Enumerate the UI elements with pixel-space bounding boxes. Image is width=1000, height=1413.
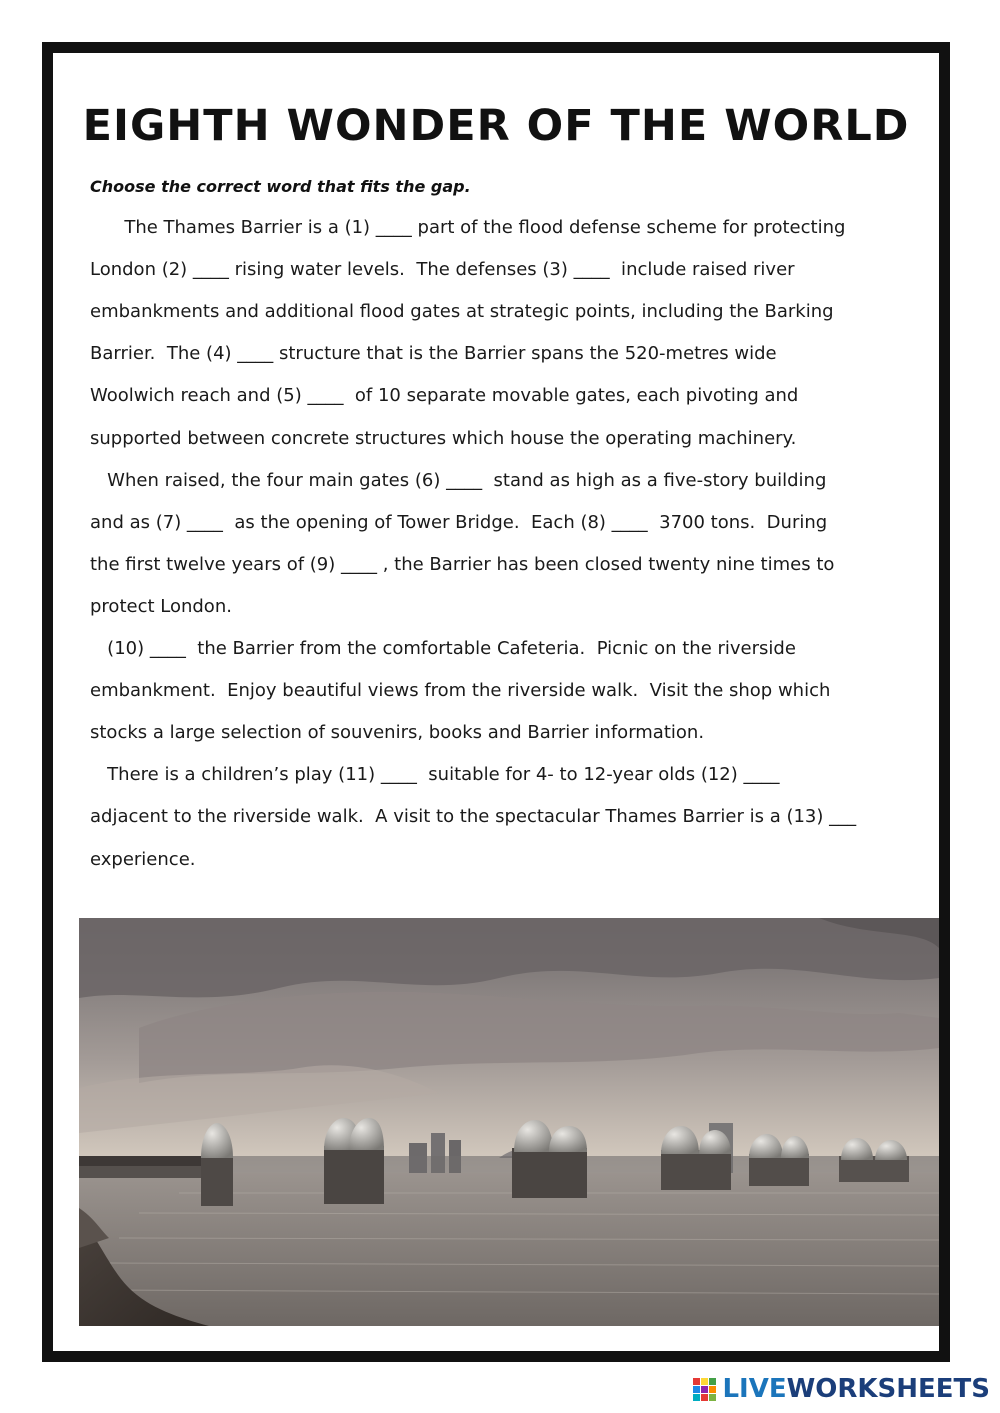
passage-line: (10) ____ the Barrier from the comfortable Cafeteria. Picnic on the riverside (90, 638, 796, 659)
passage-line: Barrier. The (4) ____ structure that is the Barrier spans the 520-metres wide (90, 343, 777, 365)
passage-line: There is a children’s play (11) ____ suitable for 4- to 12-year olds (12) ____ (90, 764, 780, 786)
passage-line: London (2) ____ rising water levels. The defenses (3) ____ include raised river (90, 259, 795, 281)
instruction-text: Choose the correct word that fits the gap. (90, 177, 471, 196)
thames-barrier-photo (79, 918, 939, 1326)
passage-line: When raised, the four main gates (6) ____ stand as high as a five-story building (90, 469, 827, 491)
passage-line: and as (7) ____ as the opening of Tower Bridge. Each (8) ____ 3700 tons. During (90, 511, 828, 533)
worksheet-title: EIGHTH WONDER OF THE WORLD (82, 101, 910, 151)
passage-line: experience. (90, 848, 196, 870)
passage-line: Woolwich reach and (5) ____ of 10 separate movable gates, each pivoting and (90, 385, 799, 407)
brand-worksheets: WORKSHEETS (786, 1374, 990, 1404)
passage-line: the first twelve years of (9) ____ , the Barrier has been closed twenty nine times to (90, 553, 835, 575)
liveworksheets-logo-icon (693, 1378, 716, 1401)
worksheet-frame (42, 42, 950, 1362)
passage-line: embankment. Enjoy beautiful views from the riverside walk. Visit the shop which (90, 680, 831, 702)
passage-line: stocks a large selection of souvenirs, books and Barrier information. (90, 722, 705, 744)
passage-line: protect London. (90, 595, 232, 617)
passage-line: The Thames Barrier is a (1) ____ part of the flood defense scheme for protecting (90, 217, 846, 238)
passage-line: embankments and additional flood gates at strategic points, including the Barking (90, 301, 834, 323)
liveworksheets-wordmark (722, 1374, 990, 1404)
passage-line: supported between concrete structures which house the operating machinery. (90, 427, 797, 449)
passage-line: adjacent to the riverside walk. A visit to the spectacular Thames Barrier is a (13) ___ (90, 806, 857, 828)
brand-live: LIVE (722, 1374, 787, 1404)
liveworksheets-logo[interactable] (693, 1371, 990, 1407)
